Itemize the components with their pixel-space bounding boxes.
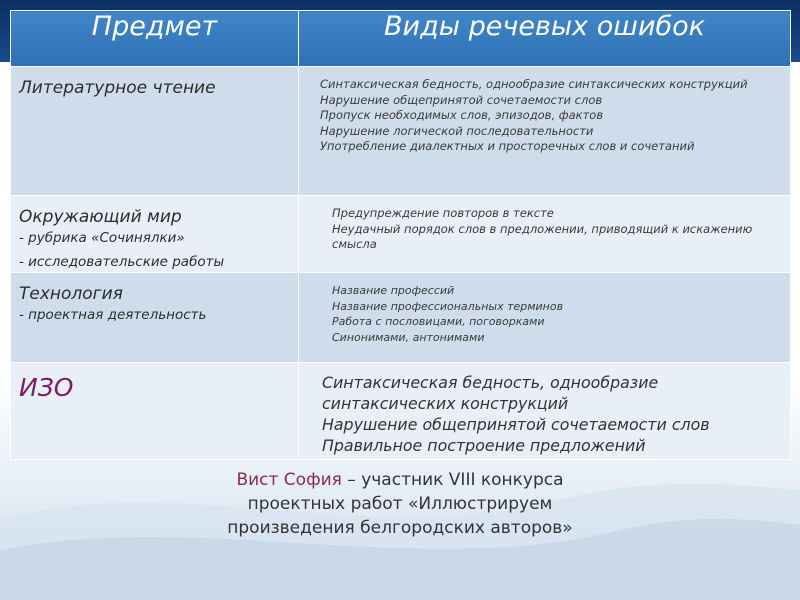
author-name: Вист София (236, 470, 342, 490)
caption-line: – участник VIII конкурса (341, 470, 564, 490)
list-item: Правильное построение предложений (322, 436, 646, 455)
list-item: Нарушение общепринятой сочетаемости слов (322, 415, 710, 434)
table-row (11, 273, 791, 363)
subject-title: Литературное чтение (19, 78, 216, 98)
table-row (11, 67, 791, 196)
list-item: Работа с пословицами, поговорками (332, 315, 545, 328)
list-item: Нарушение общепринятой сочетаемости слов (320, 92, 603, 107)
table-header-row (11, 11, 791, 67)
subject-cell (11, 273, 299, 363)
subject-title: ИЗО (19, 373, 74, 402)
header-error-types: Виды речевых ошибок (299, 11, 791, 67)
subject-cell (11, 196, 299, 273)
header-subject: Предмет (11, 11, 299, 67)
speech-errors-table (10, 10, 791, 460)
subject-subline: - проектная деятельность (19, 307, 207, 323)
errors-cell (299, 363, 791, 460)
list-item: Название профессий (332, 284, 455, 297)
error-list (300, 68, 789, 155)
error-list (300, 274, 789, 345)
subject-title: Технология (19, 284, 123, 304)
table-row (11, 363, 791, 460)
errors-cell (299, 67, 791, 196)
error-list (300, 364, 789, 456)
list-item: Предупреждение повторов в тексте (332, 206, 554, 220)
caption-line: произведения белгородских авторов» (227, 518, 573, 538)
subject-cell (11, 363, 299, 460)
subject-subline: - рубрика «Сочинялки» (19, 230, 185, 246)
list-item: Название профессиональных терминов (332, 299, 564, 313)
list-item: Нарушение логической последовательности (320, 123, 594, 138)
list-item: Синтаксическая бедность, однообразие синтаксических конструкций (322, 373, 659, 413)
list-item: Употребление диалектных и просторечных слов и сочетаний (320, 139, 695, 153)
author-caption (150, 468, 650, 540)
list-item: Синонимами, антонимами (332, 330, 485, 344)
errors-cell (299, 273, 791, 363)
subject-subline: - исследовательские работы (19, 254, 225, 270)
error-list (300, 197, 789, 253)
subject-title: Окружающий мир (19, 207, 182, 227)
caption-line: проектных работ «Иллюстрируем (247, 494, 553, 514)
list-item: Пропуск необходимых слов, эпизодов, фактов (320, 108, 604, 122)
table-row (11, 196, 791, 273)
list-item: Неудачный порядок слов в предложении, приводящий к искажению смысла (332, 221, 753, 251)
subject-cell (11, 67, 299, 196)
errors-cell (299, 196, 791, 273)
list-item: Синтаксическая бедность, однообразие синтаксических конструкций (320, 77, 748, 91)
